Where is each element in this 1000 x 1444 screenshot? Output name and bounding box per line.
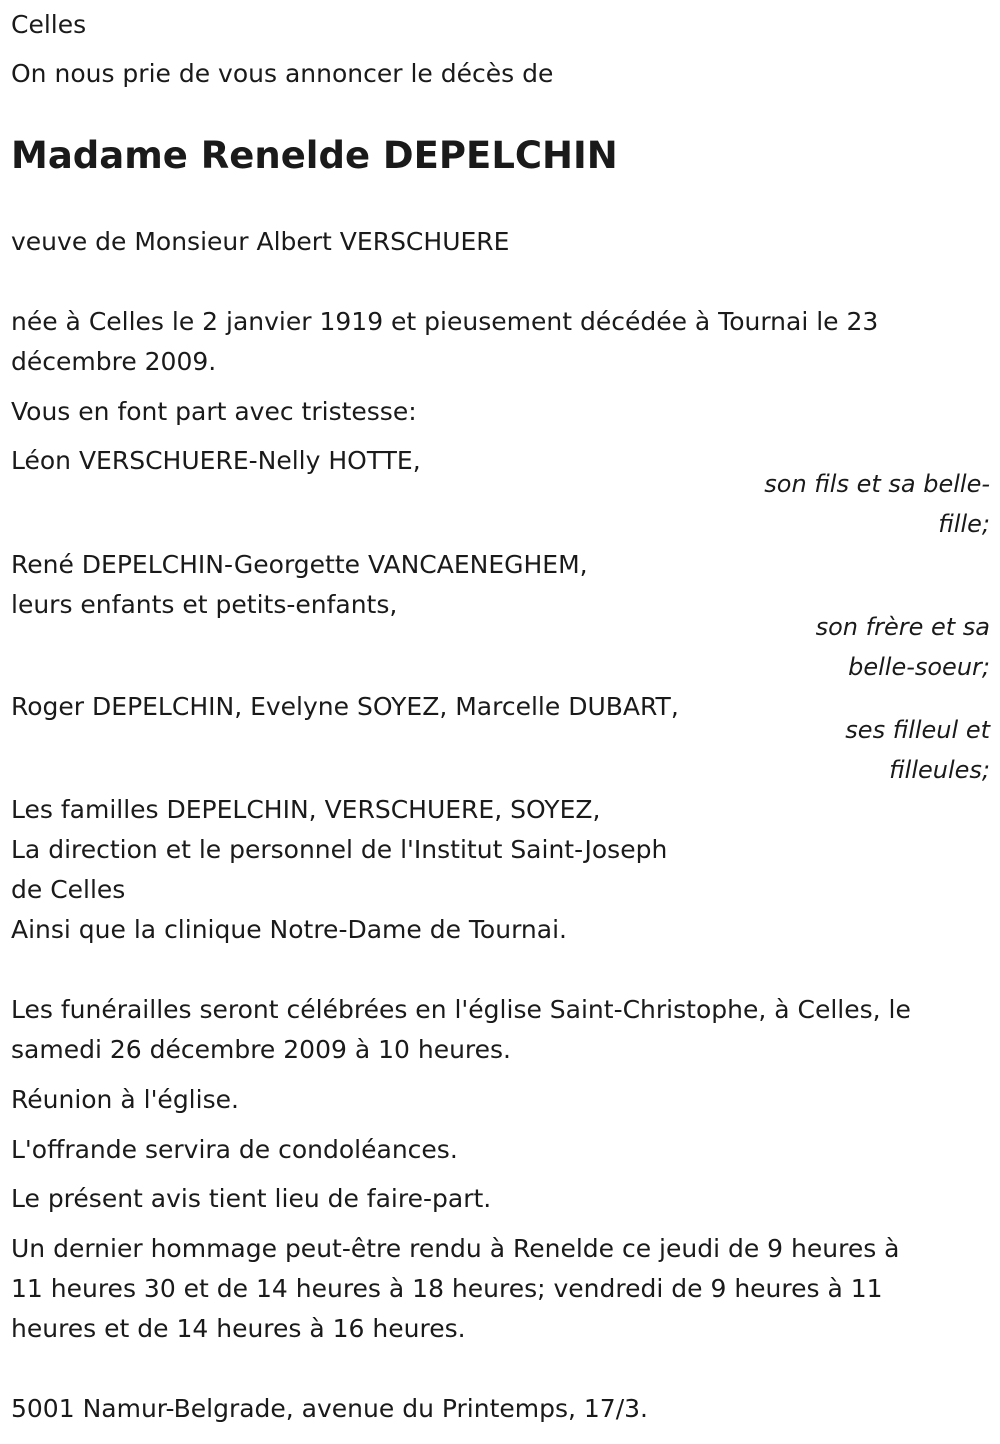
- mourner-name: René DEPELCHIN-Georgette VANCAENEGHEM,: [11, 550, 588, 579]
- location-heading: Celles: [11, 10, 87, 39]
- notice-text: Le présent avis tient lieu de faire-part.: [11, 1184, 492, 1213]
- tribute-line: Un dernier hommage peut-être rendu à Renelde ce jeudi de 9 heures à: [11, 1234, 900, 1263]
- other-mourner-line: Ainsi que la clinique Notre-Dame de Tournai.: [11, 915, 567, 944]
- mourner-name: Léon VERSCHUERE-Nelly HOTTE,: [11, 446, 421, 475]
- mourner-relation: filleules;: [889, 756, 990, 784]
- spouse-text: veuve de Monsieur Albert VERSCHUERE: [11, 227, 510, 256]
- other-mourner-line: La direction et le personnel de l'Institut Saint-Joseph: [11, 835, 668, 864]
- intro-text: On nous prie de vous annoncer le décès de: [11, 59, 554, 88]
- other-mourner-line: Les familles DEPELCHIN, VERSCHUERE, SOYEZ,: [11, 795, 601, 824]
- mourner-name: leurs enfants et petits-enfants,: [11, 590, 398, 619]
- address-text: 5001 Namur-Belgrade, avenue du Printemps, 17/3.: [11, 1394, 648, 1423]
- mourner-relation: son frère et sa: [815, 613, 990, 641]
- other-mourner-line: de Celles: [11, 875, 126, 904]
- funeral-line: Les funérailles seront célébrées en l'église Saint-Christophe, à Celles, le: [11, 995, 911, 1024]
- deceased-name: Madame Renelde DEPELCHIN: [11, 134, 618, 177]
- mourner-relation: belle-soeur;: [848, 653, 990, 681]
- mourner-relation: fille;: [938, 510, 990, 538]
- funeral-line: samedi 26 décembre 2009 à 10 heures.: [11, 1035, 511, 1064]
- birth-death-line: née à Celles le 2 janvier 1919 et pieusement décédée à Tournai le 23: [11, 307, 879, 336]
- mourner-relation: son fils et sa belle-: [764, 470, 990, 498]
- meeting-text: Réunion à l'église.: [11, 1085, 239, 1114]
- tribute-line: 11 heures 30 et de 14 heures à 18 heures; vendredi de 9 heures à 11: [11, 1274, 883, 1303]
- mourner-name: Roger DEPELCHIN, Evelyne SOYEZ, Marcelle DUBART,: [11, 692, 679, 721]
- tribute-line: heures et de 14 heures à 16 heures.: [11, 1314, 466, 1343]
- birth-death-line: décembre 2009.: [11, 347, 217, 376]
- offering-text: L'offrande servira de condoléances.: [11, 1135, 458, 1164]
- mourner-relation: ses filleul et: [845, 716, 990, 744]
- mourners-intro: Vous en font part avec tristesse:: [11, 397, 417, 426]
